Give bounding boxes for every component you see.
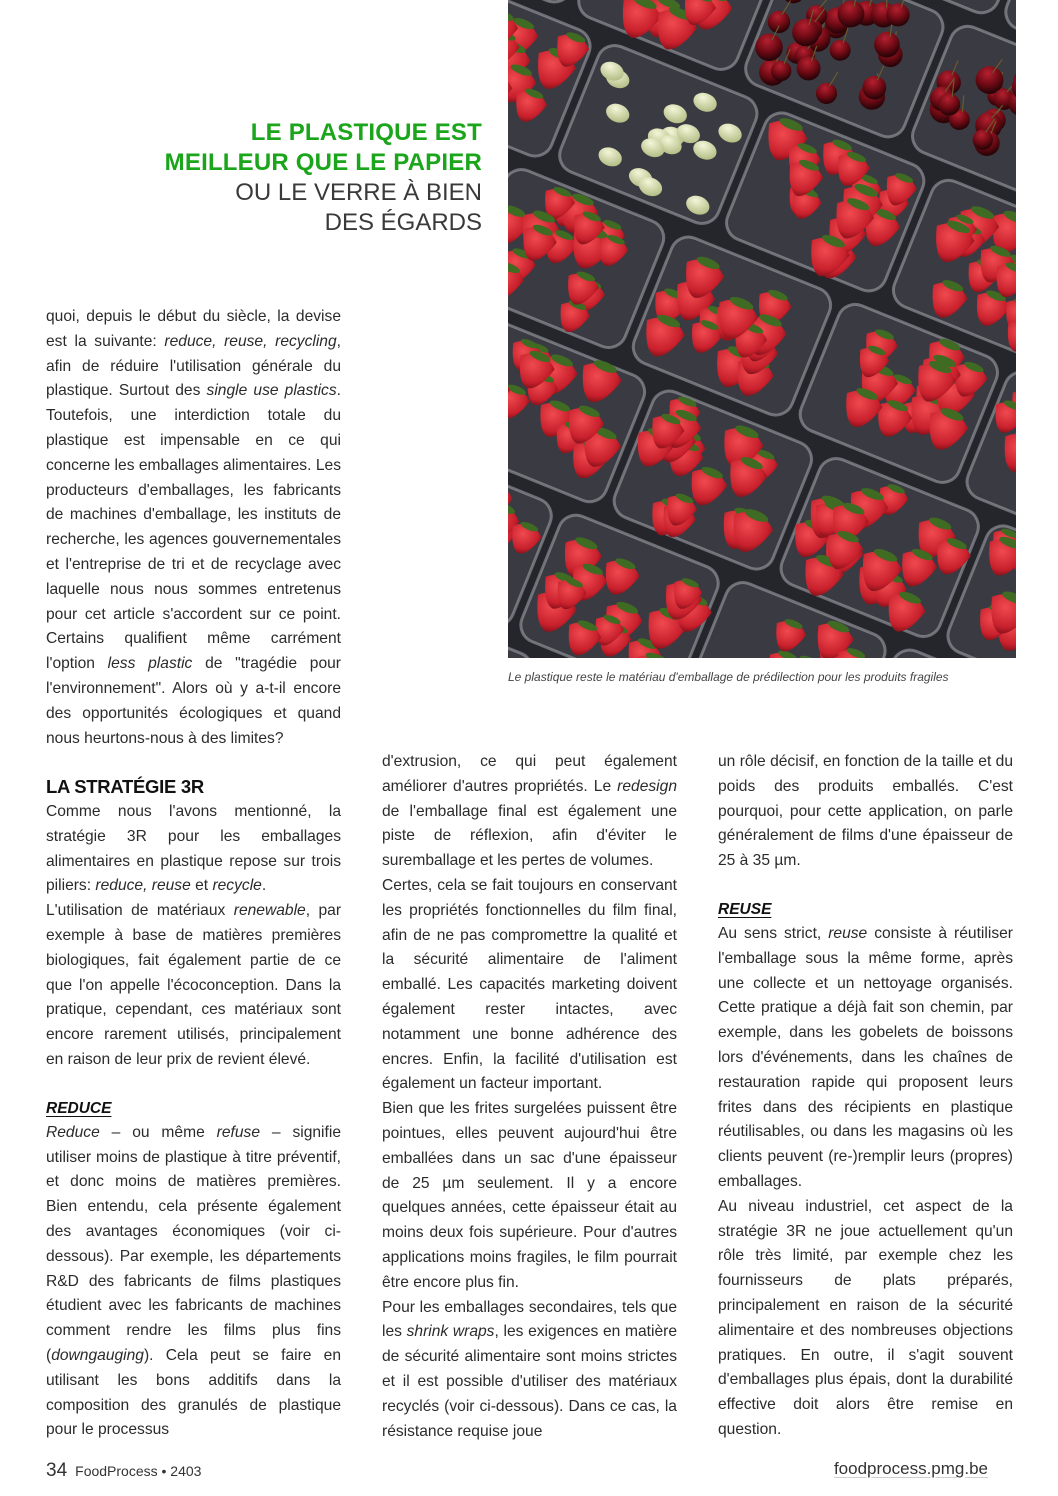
subheading-reuse: REUSE <box>718 900 772 918</box>
article-title <box>120 118 482 238</box>
title-line-1: LE PLASTIQUE EST <box>250 119 482 146</box>
paragraph: Pour les emballages secondaires, tels que les shrink wraps, les exigences en matière de sécurité alimentaire sont moins strictes et il est possible d'utiliser des matériaux recyclés (voir ci-dessous). Dans ce cas, la résistance requise joue <box>382 1298 677 1440</box>
paragraph: L'utilisation de matériaux renewable, par exemple à base de matières premières biologiques, fait également partie de ce que l'on appelle l'écoconception. Dans la pratique, cependant, ces matériaux sont encore rarement utilisés, principalement en raison de leur prix de revient élevé. <box>46 902 342 1068</box>
website-link[interactable]: foodprocess.pmg.be <box>833 1459 988 1478</box>
paragraph: Bien que les frites surgelées puissent être pointues, elles peuvent aujourd'hui être emballées dans un sac d'une épaisseur de 25 µm seulement. Il y a encore quelques années, cette épaisseur était au moins deux fois supérieure. Pour d'autres applications moins fragiles, le film pourrait être encore plus fin. <box>382 1100 677 1291</box>
photo-illustration <box>508 0 1016 658</box>
subheading-reduce: REDUCE <box>46 1099 112 1117</box>
paragraph: Certes, cela se fait toujours en conservant les propriétés fonctionnelles du film final, afin de ne pas compromettre la qualité et la sécurité alimentaire de l'aliment emballé. Les capacités marketing doivent également rester intactes, avec notamment une bonne adhérence des encres. Enfin, la facilité d'utilisation est également un facteur important. <box>382 876 677 1093</box>
fruit-punnets-photo <box>508 0 1016 658</box>
title-line-3: OU LE VERRE À BIEN <box>235 179 482 206</box>
page-number: 34 <box>46 1460 68 1481</box>
paragraph: d'extrusion, ce qui peut également améliorer d'autres propriétés. Le redesign de l'emballage final est également une piste de réflexion, afin d'éviter le suremballage et les pertes de volumes. <box>382 753 677 870</box>
column-right <box>718 750 1013 1443</box>
magazine-issue: FoodProcess • 2403 <box>75 1463 202 1479</box>
title-line-2: MEILLEUR QUE LE PAPIER <box>164 149 482 176</box>
intro-paragraph: quoi, depuis le début du siècle, la devise est la suivante: reduce, reuse, recycling, afin de réduire l'utilisation générale du plastique. Surtout des single use plastics. Toutefois, une interdiction totale du plastique est impensable en ce qui concerne les emballages alimentaires. Les producteurs d'emballages, les fabricants de machines d'emballage, les instituts de recherche, les agences gouvernementales et l'entreprise de tri et de recyclage avec laquelle nous nous sommes entretenus pour cet article s'accordent sur ce point. Certains qualifient même carrément l'option less plastic de "tragédie pour l'environnement". Alors où y a-t-il encore des opportunités écologiques et quand nous heurtons-nous à des limites? <box>46 308 341 747</box>
paragraph: un rôle décisif, en fonction de la taille et du poids des produits emballés. C'est pourquoi, pour cette application, on parle généralement de films d'une épaisseur de 25 à 35 µm. <box>718 753 1013 870</box>
page-footer-left <box>46 1460 201 1482</box>
paragraph: Comme nous l'avons mentionné, la stratégie 3R pour les emballages alimentaires en plastique repose sur trois piliers: reduce, reuse et recycle. <box>46 803 341 895</box>
section-heading-3r: LA STRATÉGIE 3R <box>46 776 204 797</box>
photo-caption: Le plastique reste le matériau d'emballage de prédilection pour les produits fragiles <box>508 670 949 684</box>
column-middle <box>382 750 677 1444</box>
paragraph: Au niveau industriel, cet aspect de la stratégie 3R ne joue actuellement qu'un rôle très limité, par exemple chez les fournisseurs de plats préparés, principalement en raison de la sécurité alimentaire et des nombreuses objections pratiques. En outre, il s'agit souvent d'emballages plus épais, dont la durabilité effective doit alors être remise en question. <box>718 1197 1013 1438</box>
paragraph: Reduce – ou même refuse – signifie utiliser moins de plastique à titre préventif, et donc moins de matières premières. Bien entendu, cela présente également des avantages économiques (voir ci-dessous). Par exemple, les départements R&D des fabricants de films plastiques étudient avec les fabricants de machines comment rendre les films plus fins (downgauging). Cela peut se faire en utilisant les bons additifs dans la composition des granulés de plastique pour le processus <box>46 1123 341 1439</box>
paragraph: Au sens strict, reuse consiste à réutiliser l'emballage sous la même forme, après une collecte et un nettoyage organisés. Cette pratique a déjà fait son chemin, par exemple, dans les gobelets de boissons lors d'événements, dans les chaînes de restauration rapide qui proposent leurs frites dans des récipients en plastique réutilisables, ou dans les magasins où les clients peuvent (re-)remplir leurs (propres) emballages. <box>718 924 1013 1190</box>
column-left <box>46 776 342 1443</box>
title-line-4: DES ÉGARDS <box>324 209 482 236</box>
